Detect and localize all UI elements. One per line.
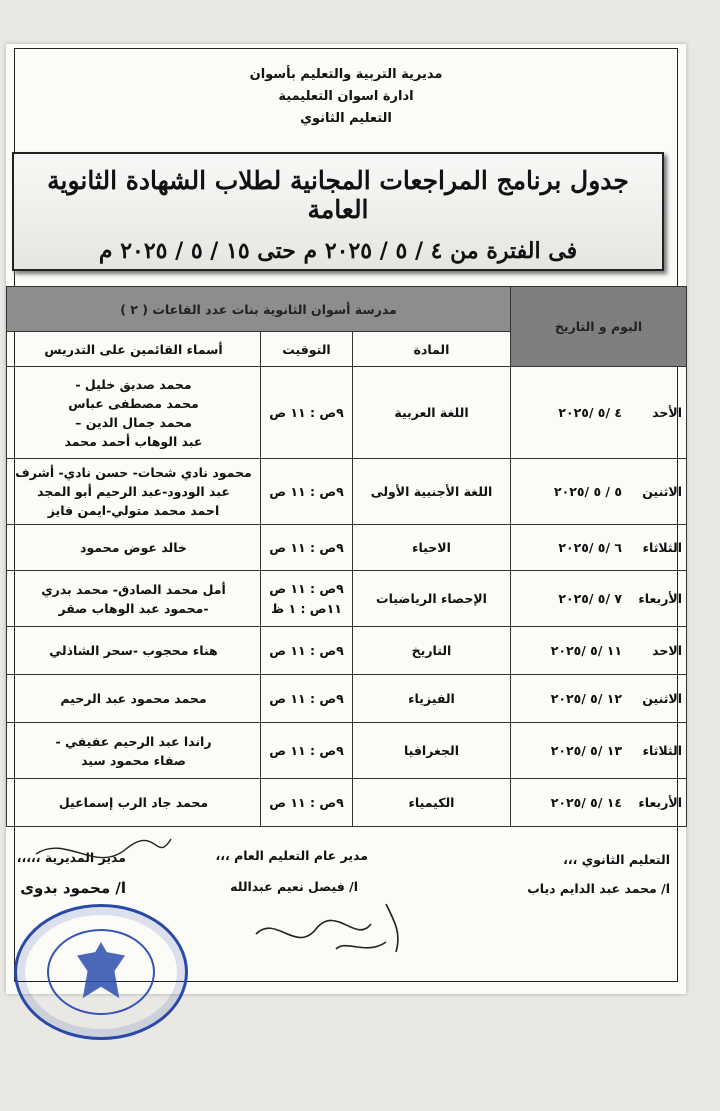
time-slot: ٩ص : ١١ ص xyxy=(269,742,344,758)
teacher-name: محمود نادي شحات- حسن نادي- أشرف xyxy=(15,465,252,480)
time-cell xyxy=(261,675,353,723)
organization-header xyxy=(6,64,686,130)
time-slot: ٩ص : ١١ ص xyxy=(269,483,344,499)
subject-cell: الإحصاء الرياضيات xyxy=(353,571,511,627)
subject-cell: الجغرافيا xyxy=(353,723,511,779)
table-row xyxy=(7,367,687,459)
date-value: ١٣ /٥ /٢٠٢٥ xyxy=(550,743,622,758)
table-row xyxy=(7,525,687,571)
subject-column-header: المادة xyxy=(353,332,511,367)
teachers-cell xyxy=(7,571,261,627)
teacher-name: -محمود عبد الوهاب صقر xyxy=(58,600,209,616)
teacher-name: احمد محمد متولي-ايمن فايز xyxy=(47,503,220,518)
time-slot: ٩ص : ١١ ص xyxy=(269,539,344,555)
day-date-cell xyxy=(511,571,687,627)
teachers-cell xyxy=(7,675,261,723)
teacher-name: هناء محجوب -سحر الشاذلي xyxy=(49,643,218,658)
day-name: الاحد xyxy=(652,643,682,658)
time-cell xyxy=(261,367,353,459)
day-name: الاثنين xyxy=(642,484,682,499)
date-value: ٤ /٥ /٢٠٢٥ xyxy=(558,405,622,420)
teacher-name: عبد الودود-عبد الرحيم أبو المجد xyxy=(37,484,230,499)
directorate-title: مدير المديرية ،،،،، xyxy=(16,850,126,865)
secondary-name: ا/ محمد عبد الدايم دياب xyxy=(527,881,670,896)
day-date-cell xyxy=(511,779,687,827)
handwritten-signature xyxy=(26,824,176,884)
general-title: مدير عام التعليم العام ،،، xyxy=(215,848,368,863)
time-slot: ٩ص : ١١ ص xyxy=(269,642,344,658)
time-cell xyxy=(261,627,353,675)
teachers-cell xyxy=(7,723,261,779)
secondary-title: التعليم الثانوي ،،، xyxy=(563,852,670,867)
subject-cell: الاحياء xyxy=(353,525,511,571)
date-value: ١٢ /٥ /٢٠٢٥ xyxy=(550,691,622,706)
table-row xyxy=(7,723,687,779)
teacher-name: راندا عبد الرحيم عفيفي - xyxy=(55,733,212,749)
time-cell xyxy=(261,779,353,827)
time-slot: ٩ص : ١١ ص xyxy=(269,794,344,810)
date-value: ٦ /٥ /٢٠٢٥ xyxy=(558,540,622,555)
document-sheet xyxy=(6,44,686,994)
teacher-name: محمد محمود عبد الرحيم xyxy=(60,691,207,706)
table-row xyxy=(7,459,687,525)
schedule-table xyxy=(6,286,687,827)
day-name: الثلاثاء xyxy=(642,743,682,758)
time-slot: ٩ص : ١١ ص xyxy=(269,580,344,596)
general-name: ا/ فيصل نعيم عبدالله xyxy=(230,879,358,894)
day-date-cell xyxy=(511,367,687,459)
official-stamp xyxy=(14,904,188,1040)
time-column-header: التوقيت xyxy=(261,332,353,367)
day-name: الأربعاء xyxy=(638,591,682,606)
teacher-name: أمل محمد الصادق- محمد بدري xyxy=(41,581,226,597)
teacher-name: محمد جمال الدين – xyxy=(75,414,192,430)
day-name: الاثنين xyxy=(642,691,682,706)
date-value: ٥ / ٥ /٢٠٢٥ xyxy=(553,484,622,499)
school-header: مدرسة أسوان الثانوية بنات عدد القاعات ( ٢ ) xyxy=(7,287,511,332)
department-name: التعليم الثانوي xyxy=(300,111,392,126)
day-name: الأربعاء xyxy=(638,795,682,810)
subject-cell: الفيزياء xyxy=(353,675,511,723)
time-cell xyxy=(261,723,353,779)
teachers-cell xyxy=(7,459,261,525)
directorate-name: مديرية التربية والتعليم بأسوان xyxy=(249,67,443,82)
teachers-cell xyxy=(7,779,261,827)
date-value: ٧ /٥ /٢٠٢٥ xyxy=(558,591,622,606)
subject-cell: الكيمياء xyxy=(353,779,511,827)
teachers-cell xyxy=(7,525,261,571)
administration-name: ادارة اسوان التعليمية xyxy=(278,89,414,104)
subject-cell: التاريخ xyxy=(353,627,511,675)
subject-cell: اللغة العربية xyxy=(353,367,511,459)
handwritten-signature xyxy=(246,894,426,964)
teacher-name: خالد عوض محمود xyxy=(80,540,187,555)
subject-cell: اللغة الأجنبية الأولى xyxy=(353,459,511,525)
time-slot: ١١ص : ١ ظ xyxy=(271,600,342,616)
title-box xyxy=(12,152,664,271)
teacher-name: محمد مصطفى عباس xyxy=(68,395,199,411)
date-value: ١١ /٥ /٢٠٢٥ xyxy=(550,643,622,658)
date-value: ١٤ /٥ /٢٠٢٥ xyxy=(550,795,622,810)
table-row xyxy=(7,779,687,827)
teacher-name: محمد جاد الرب إسماعيل xyxy=(58,795,209,810)
day-date-cell xyxy=(511,723,687,779)
day-date-cell xyxy=(511,525,687,571)
time-slot: ٩ص : ١١ ص xyxy=(269,690,344,706)
teachers-cell xyxy=(7,367,261,459)
time-cell xyxy=(261,571,353,627)
day-date-cell xyxy=(511,459,687,525)
day-name: الأحد xyxy=(652,405,682,420)
teacher-name: صفاء محمود سيد xyxy=(81,752,186,768)
names-column-header: أسماء القائمين على التدريس xyxy=(7,332,261,367)
day-date-cell xyxy=(511,675,687,723)
day-date-cell xyxy=(511,627,687,675)
date-range: فى الفترة من ٤ / ٥ / ٢٠٢٥ م حتى ١٥ / ٥ / ٢٠٢٥ م xyxy=(98,238,578,264)
teacher-name: عبد الوهاب أحمد محمد xyxy=(64,433,203,449)
table-row xyxy=(7,627,687,675)
day-date-header: اليوم و التاريخ xyxy=(511,287,687,367)
day-name: الثلاثاء xyxy=(642,540,682,555)
table-row xyxy=(7,571,687,627)
general-signature-block xyxy=(215,848,368,894)
directorate-name: ا/ محمود بدوى xyxy=(20,879,126,897)
table-row xyxy=(7,675,687,723)
teachers-cell xyxy=(7,627,261,675)
secondary-signature-block xyxy=(527,852,670,896)
teacher-name: محمد صديق خليل - xyxy=(75,376,192,392)
time-cell xyxy=(261,459,353,525)
time-cell xyxy=(261,525,353,571)
time-slot: ٩ص : ١١ ص xyxy=(269,404,344,420)
document-title: جدول برنامج المراجعات المجانية لطلاب الشهادة الثانوية العامة xyxy=(47,166,629,224)
